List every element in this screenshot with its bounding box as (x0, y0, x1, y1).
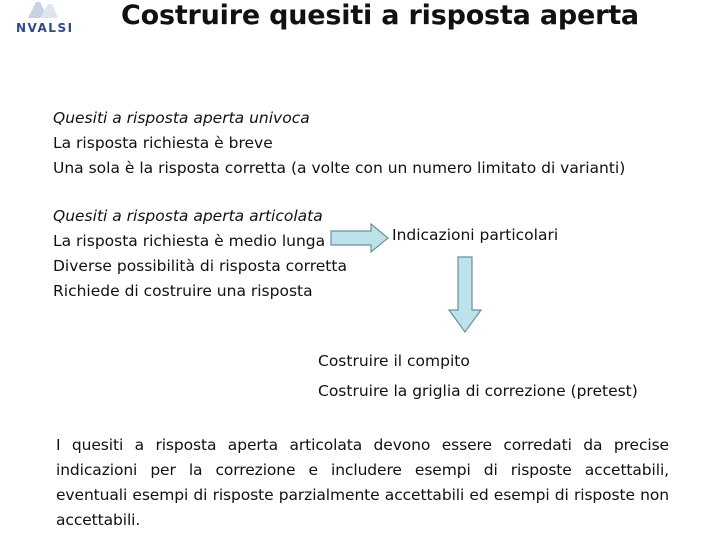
articolata-heading: Quesiti a risposta aperta articolata (53, 207, 323, 225)
univoca-line: La risposta richiesta è breve (53, 134, 273, 152)
steps-list (318, 346, 638, 406)
logo (8, 0, 74, 40)
step-item: Costruire il compito (318, 352, 470, 370)
articolata-line: Diverse possibilità di risposta corretta (53, 257, 347, 275)
articolata-section (53, 204, 347, 304)
indicazioni-label: Indicazioni particolari (392, 226, 559, 244)
logo-mark-icon (22, 0, 62, 20)
articolata-line: La risposta richiesta è medio lunga (53, 232, 326, 250)
arrow-right-icon (330, 222, 390, 254)
page-title: Costruire quesiti a risposta aperta (121, 0, 639, 31)
logo-text: NVALSI (16, 21, 74, 35)
step-item: Costruire la griglia di correzione (pretest) (318, 382, 638, 400)
note-paragraph: I quesiti a risposta aperta articolata devono essere corredati da precise indicazioni per la correzione e includere esempi di risposte accettabili, eventuali esempi di risposte parzialmente accettabili ed esempi di risposte non accettabili. (56, 436, 669, 529)
articolata-line: Richiede di costruire una risposta (53, 282, 313, 300)
univoca-section (53, 106, 625, 181)
univoca-heading: Quesiti a risposta aperta univoca (53, 109, 310, 127)
univoca-line: Una sola è la risposta corretta (a volte con un numero limitato di varianti) (53, 159, 626, 177)
arrow-down-icon (447, 256, 483, 334)
